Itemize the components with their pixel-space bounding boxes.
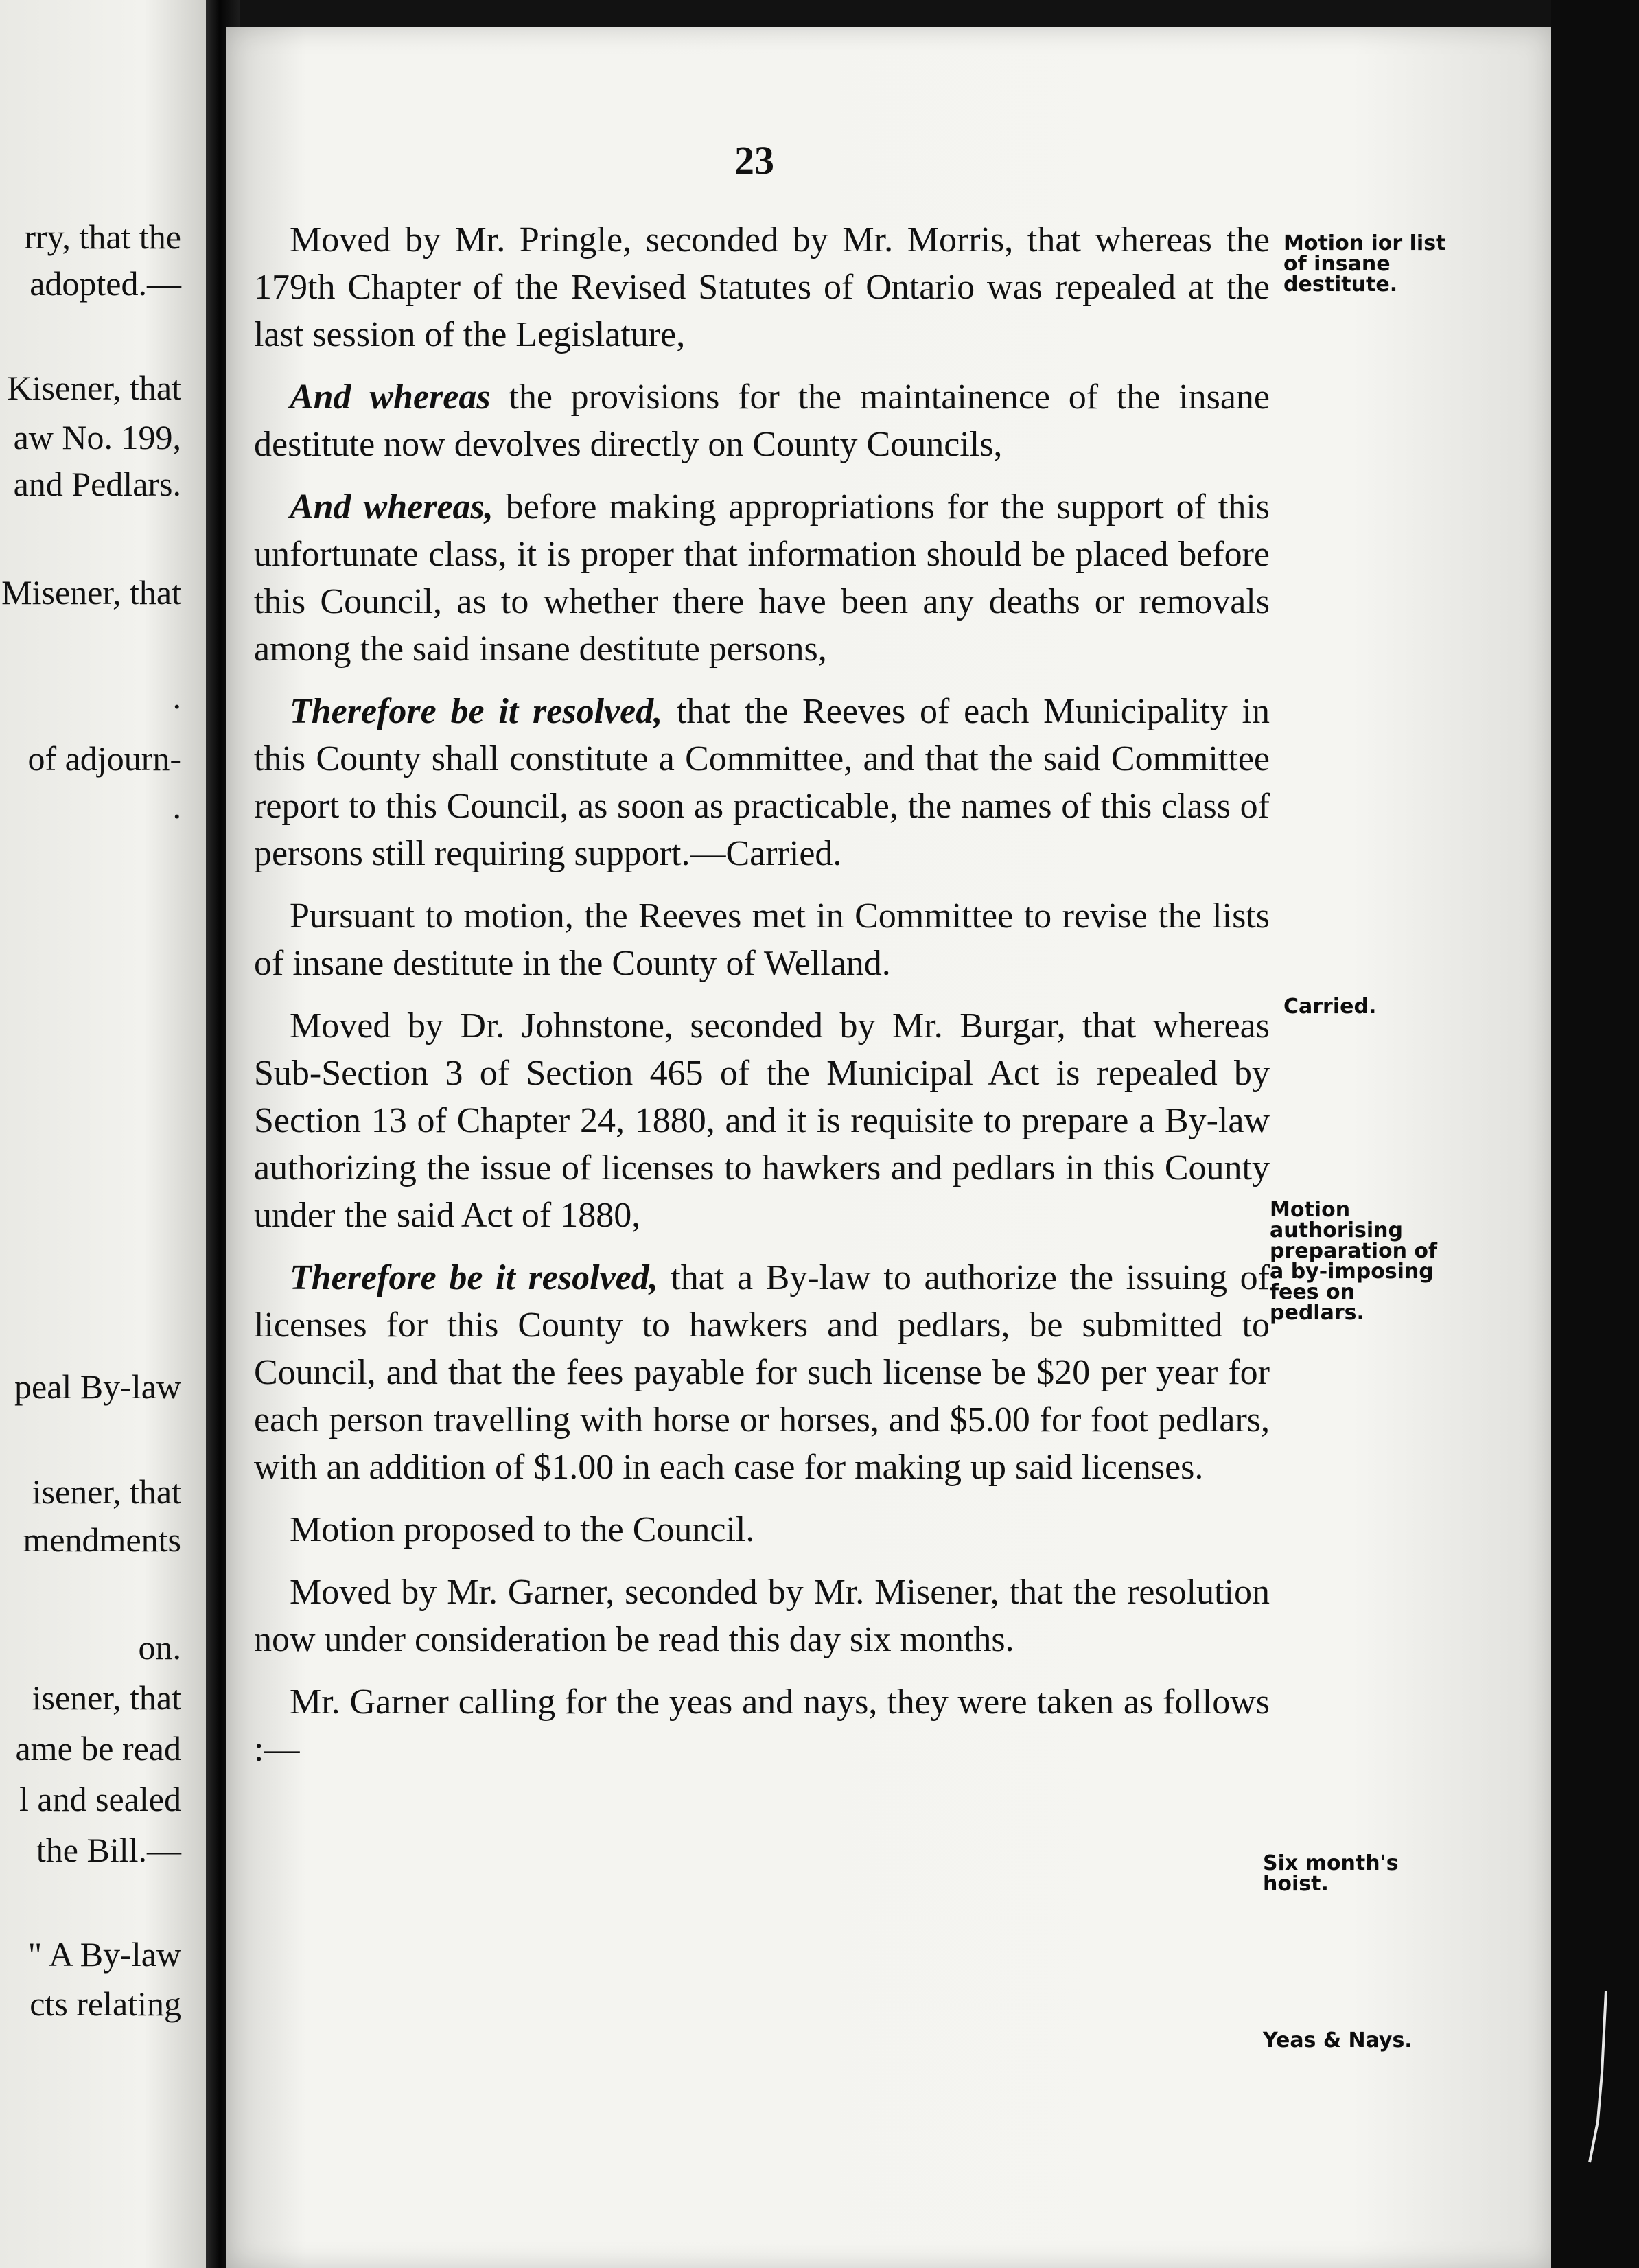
facing-page-line: of adjourn- [27, 739, 181, 778]
facing-page-line: " A By-law [27, 1935, 181, 1974]
margin-note-pedlar-fees: Motion authorising preparation of a by-imposing fees on pedlars. [1270, 1198, 1438, 1325]
facing-page-line: l and sealed [19, 1780, 181, 1818]
facing-page-line: mendments [23, 1520, 181, 1559]
facing-page [0, 0, 206, 2268]
facing-page-line: rry, that the [24, 218, 181, 256]
paragraph-and-whereas-1: And whereas the provisions for the maintainence of the insane destitute now devolves directly on County Councils, [254, 378, 1270, 464]
facing-page-line: the Bill.— [36, 1831, 181, 1869]
facing-page-line: . [172, 787, 181, 826]
margin-note-yeas-nays: Yeas & Nays. [1263, 2028, 1413, 2052]
paragraph-motion-insane-list: Moved by Mr. Pringle, seconded by Mr. Morris, that whereas the 179th Chapter of the Revised Statutes of Ontario was repealed at the last session of the Legislature, [254, 220, 1270, 354]
paragraph-yeas-nays: Mr. Garner calling for the yeas and nays, they were taken as follows :— [254, 1682, 1270, 1769]
facing-page-line: and Pedlars. [13, 465, 181, 503]
paragraph-pursuant: Pursuant to motion, the Reeves met in Committee to revise the lists of insane destitute in the County of Welland. [254, 896, 1270, 983]
facing-page-line: adopted.— [30, 264, 181, 303]
facing-page-line: on. [138, 1628, 181, 1667]
facing-page-line: isener, that [32, 1472, 181, 1511]
paragraph-motion-pedlars: Moved by Dr. Johnstone, seconded by Mr. Burgar, that whereas Sub-Section 3 of Section 465 of the Municipal Act is repealed by Section 13 of Chapter 24, 1880, and it is requisite to prepare a By-law authorizing the issue of licenses to hawkers and pedlars in this County under the said Act of 1880, [254, 1006, 1270, 1235]
paragraph-resolved-committee: Therefore be it resolved, that the Reeves of each Municipality in this County shall constitute a Committee, and that the said Committee report to this Council, as soon as practicable, the names of this class of persons still requiring support.—Carried. [254, 692, 1270, 873]
body-text [254, 216, 1270, 1788]
margin-note-insane-list: Motion ior list of insane destitute. [1283, 231, 1446, 297]
scan-border [1551, 0, 1639, 2268]
facing-page-line: peal By-law [14, 1367, 181, 1406]
page-number: 23 [734, 138, 774, 183]
facing-page-line: Misener, that [1, 573, 181, 612]
facing-page-line: aw No. 199, [13, 418, 181, 456]
facing-page-line: ame be read [15, 1729, 181, 1768]
scan-scratch [1585, 1991, 1613, 2169]
paragraph-motion-proposed: Motion proposed to the Council. [290, 1510, 755, 1549]
facing-page-line: isener, that [32, 1678, 181, 1717]
margin-note-six-months-hoist: Six month's hoist. [1263, 1851, 1399, 1896]
paragraph-resolved-bylaw: Therefore be it resolved, that a By-law to authorize the issuing of licenses for this County to hawkers and pedlars, be submitted to Council, and that the fees payable for such license be $20 per year for each person travelling with horse or horses, and $5.00 for foot pedlars, with an addition of $1.00 in each case for making up said licenses. [254, 1258, 1270, 1487]
facing-page-line: cts relating [30, 1984, 181, 2023]
facing-page-line: . [172, 678, 181, 716]
paragraph-and-whereas-2: And whereas, before making appropriations for the support of this unfortunate class, it is proper that information should be placed before this Council, as to whether there have been any deaths or removals among the said insane destitute persons, [254, 487, 1270, 669]
margin-note-carried: Carried. [1283, 995, 1377, 1019]
paragraph-six-months: Moved by Mr. Garner, seconded by Mr. Misener, that the resolution now under consideration be read this day six months. [254, 1573, 1270, 1659]
facing-page-line: Kisener, that [7, 369, 181, 407]
